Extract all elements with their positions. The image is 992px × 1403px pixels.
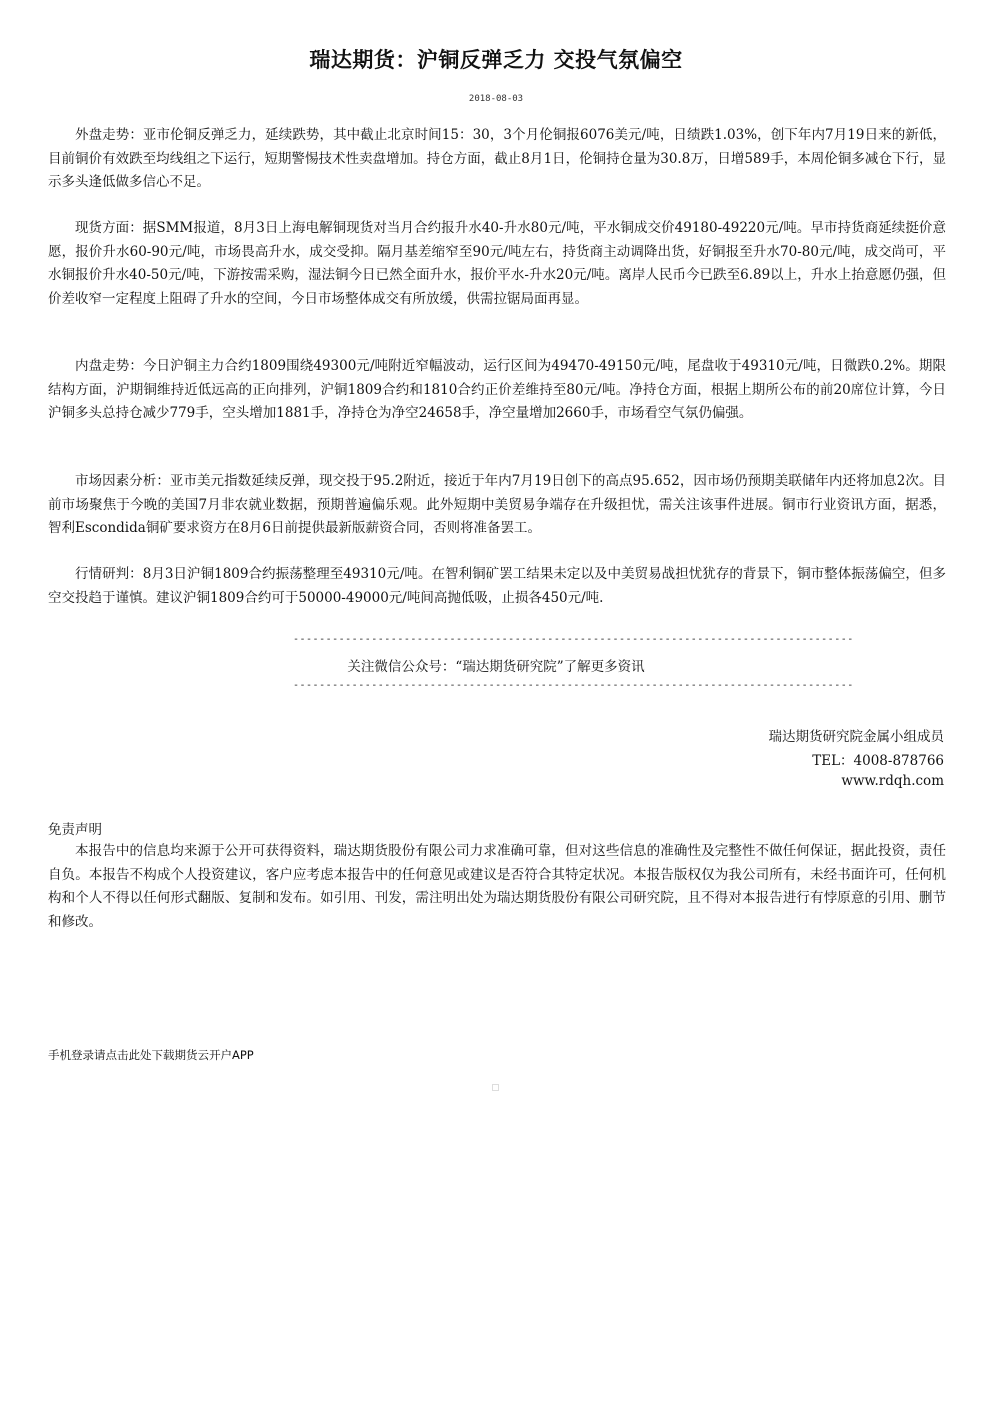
contact-team: 瑞达期货研究院金属小组成员 [768,729,944,745]
disclaimer-heading: 免责声明 [48,822,102,838]
paragraph-market-factors: 市场因素分析：亚市美元指数延续反弹，现交投于95.2附近，接近于年内7月19日创下的高点95.652，因市场仍预期美联储年内还将加息2次。目前市场聚焦于今晚的美国7月非农就业数据，预期普遍偏乐观。此外短期中美贸易争端存在升级担忧，需关注该事件进展。铜市行业资讯方面，据悉，智利Escondida铜矿要求资方在8月6日前提供最新版薪资合同，否则将准备罢工。 [48,473,946,536]
article-title: 瑞达期货：沪铜反弹乏力 交投气氛偏空 [309,48,683,72]
page-marker [492,1084,499,1091]
paragraph-domestic-market: 内盘走势：今日沪铜主力合约1809围绕49300元/吨附近窄幅波动，运行区间为49470-49150元/吨，尾盘收于49310元/吨，日微跌0.2%。期限结构方面，沪期铜维持近低远高的正向排列，沪铜1809合约和1810合约正价差维持至80元/吨。净持仓方面，根据上期所公布的前20席位计算，今日沪铜多头总持仓减少779手，空头增加1881手，净持仓为净空24658手，净空量增加2660手，市场看空气氛仍偏强。 [48,358,946,421]
divider-top: -------------------------------------------------------------------------------------- [293,634,854,645]
contact-website: www.rdqh.com [841,773,944,789]
paragraph-overseas-market: 外盘走势：亚市伦铜反弹乏力，延续跌势，其中截止北京时间15：30，3个月伦铜报6076美元/吨，日绩跌1.03%，创下年内7月19日来的新低，目前铜价有效跌至均线组之下运行，短期警惕技术性卖盘增加。持仓方面，截止8月1日，伦铜持仓量为30.8万，日增589手，本周伦铜多减仓下行，显示多头逢低做多信心不足。 [48,127,946,190]
publish-date: 2018-08-03 [468,94,524,104]
divider-bottom: -------------------------------------------------------------------------------------- [293,680,854,691]
contact-phone: TEL：4008-878766 [812,753,944,769]
disclaimer-body: 本报告中的信息均来源于公开可获得资料，瑞达期货股份有限公司力求准确可靠，但对这些信息的准确性及完整性不做任何保证，据此投资，责任自负。本报告不构成个人投资建议，客户应考虑本报告中的任何意见或建议是否符合其特定状况。本报告版权仅为我公司所有，未经书面许可，任何机构和个人不得以任何形式翻版、复制和发布。如引用、刊发，需注明出处为瑞达期货股份有限公司研究院，且不得对本报告进行有悖原意的引用、删节和修改。 [48,843,946,930]
app-download-link[interactable]: 手机登录请点击此处下载期货云开户APP [48,1048,254,1062]
paragraph-outlook: 行情研判：8月3日沪铜1809合约振荡整理至49310元/吨。在智利铜矿罢工结果未定以及中美贸易战担忧犹存的背景下，铜市整体振荡偏空，但多空交投趋于谨慎。建议沪铜1809合约可于50000-49000元/吨间高抛低吸，止损各450元/吨. [48,566,946,606]
paragraph-spot-market: 现货方面：据SMM报道，8月3日上海电解铜现货对当月合约报升水40-升水80元/吨，平水铜成交价49180-49220元/吨。早市持货商延续挺价意愿，报价升水60-90元/吨，市场畏高升水，成交受抑。隔月基差缩窄至90元/吨左右，持货商主动调降出货，好铜报至升水70-80元/吨，成交尚可，平水铜报价升水40-50元/吨，下游按需采购，湿法铜今日已然全面升水，报价平水-升水20元/吨。离岸人民币今已跌至6.89以上，升水上抬意愿仍强，但价差收窄一定程度上阻碍了升水的空间，今日市场整体成交有所放缓，供需拉锯局面再显。 [48,220,946,307]
wechat-follow-notice: 关注微信公众号：“瑞达期货研究院”了解更多资讯 [347,659,645,675]
